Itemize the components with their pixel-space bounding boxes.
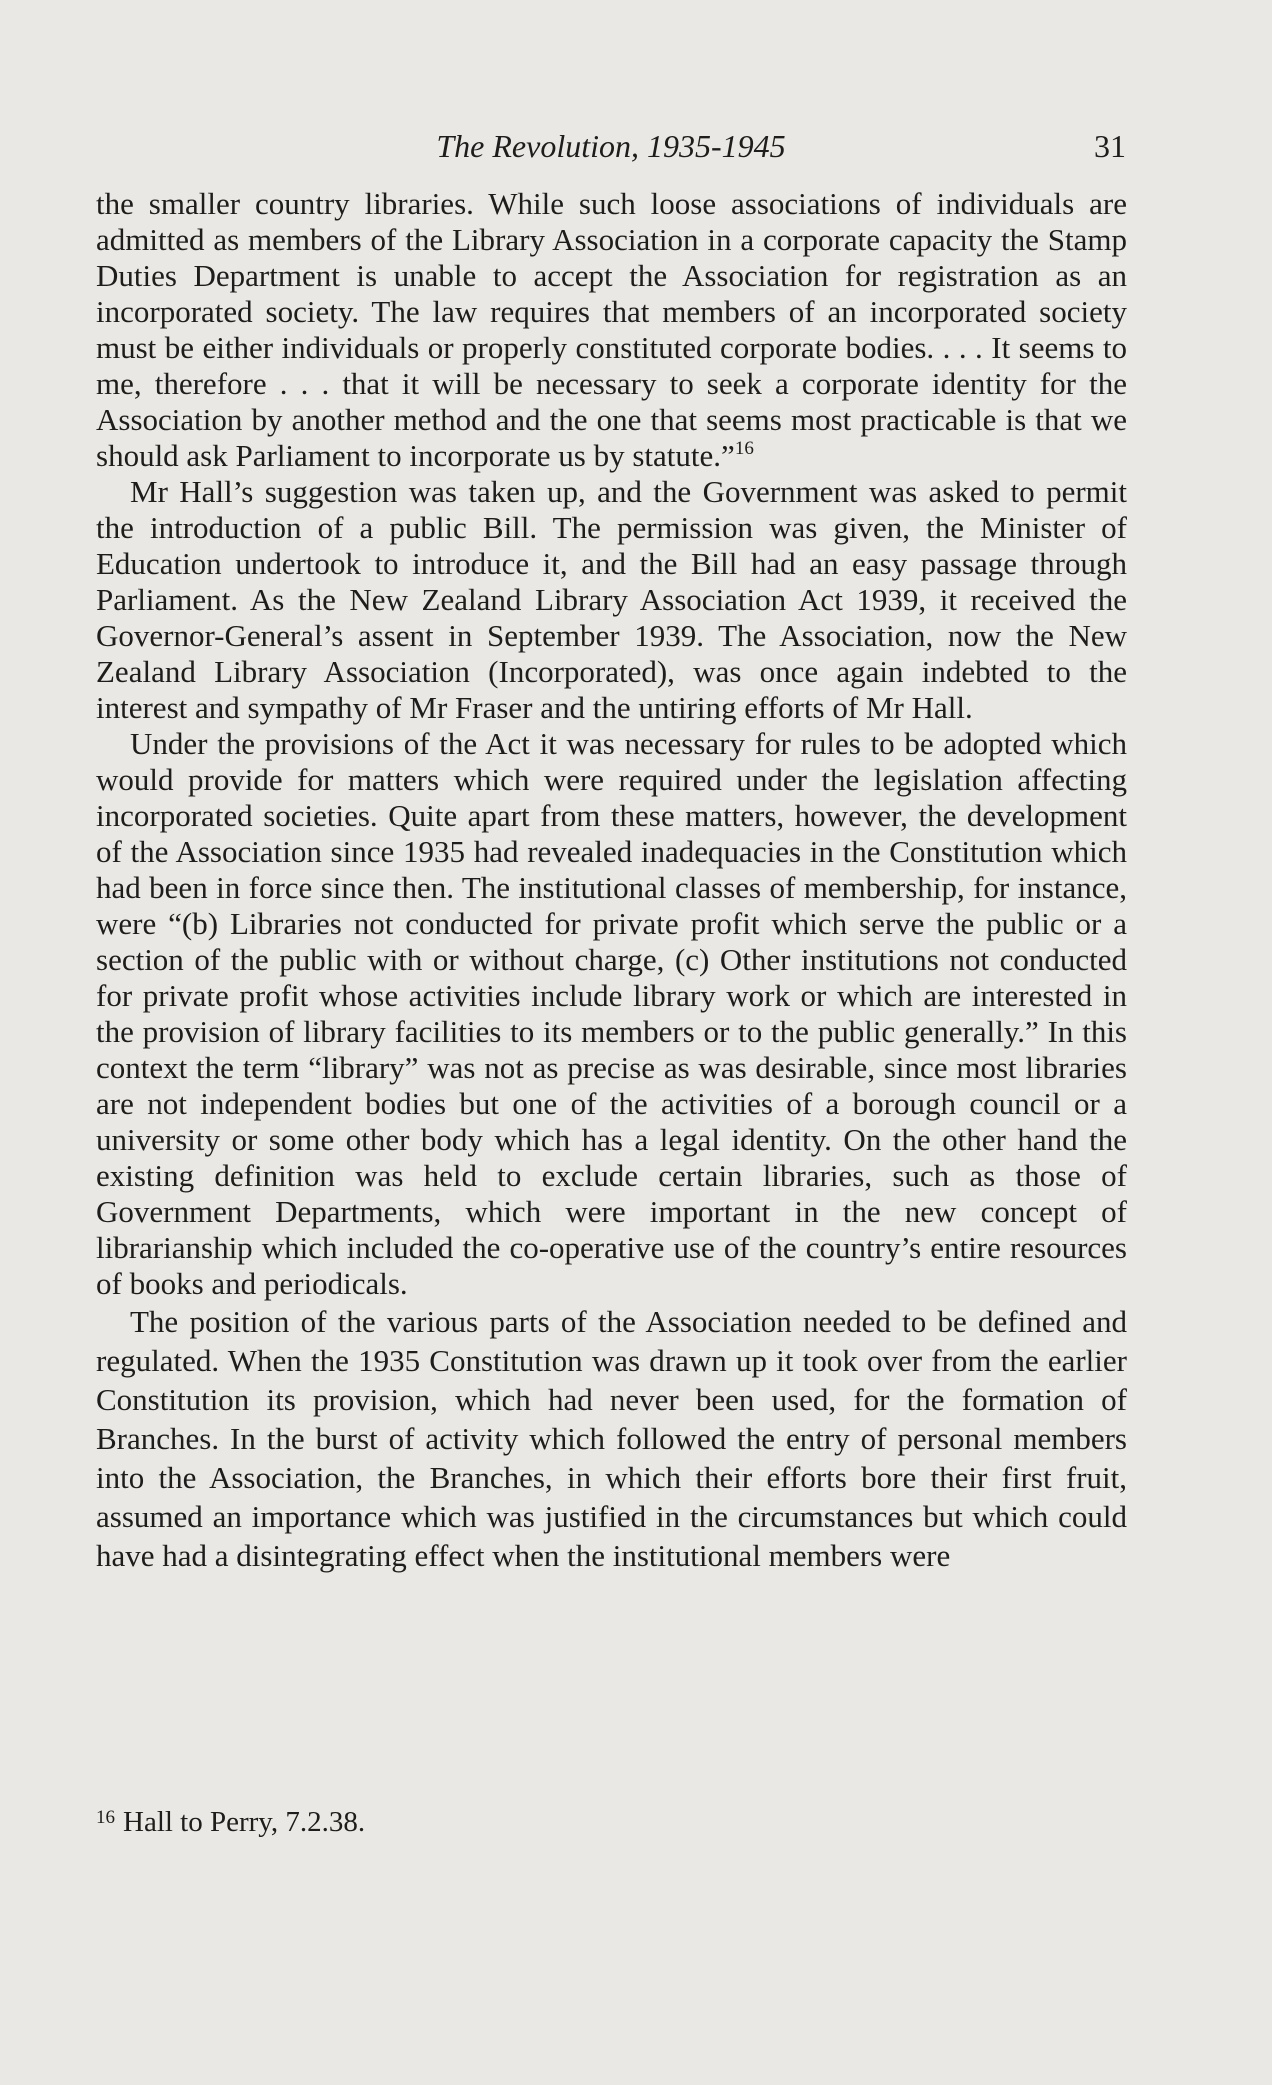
paragraph-text: the smaller country libraries. While such loose associations of individuals are admitted as members of the Library Association in a corporate capacity the Stamp Duties Department is unable to accept the Association for registration as an incorporated society. The law requires that members of an incorporated society must be either individuals or properly constituted corporate bodies. . . . It seems to me, therefore . . . that it will be necessary to seek a corporate identity for the Association by another method and the one that seems most practicable is that we should ask Parliament to incorporate us by statute.” xyxy=(96,186,1127,473)
page-number: 31 xyxy=(1094,128,1126,164)
body-text xyxy=(96,186,1127,1575)
paragraph-continued-quote xyxy=(96,186,1127,474)
footnote-text: Hall to Perry, 7.2.38. xyxy=(123,1806,366,1838)
paragraph-rules-membership: Under the provisions of the Act it was necessary for rules to be adopted which would provide for matters which were required under the legislation affecting incorporated societies. Quite apart from these matters, however, the development of the Association since 1935 had revealed inadequacies in the Constitution which had been in force since then. The institutional classes of membership, for instance, were “(b) Libraries not conducted for private profit which serve the public or a section of the public with or without charge, (c) Other institutions not conducted for private profit whose activities include library work or which are interested in the provision of library facilities to its members or to the public generally.” In this context the term “library” was not as precise as was desirable, since most libraries are not independent bodies but one of the activities of a borough council or a university or some other body which has a legal identity. On the other hand the existing definition was held to exclude certain libraries, such as those of Government Departments, which were important in the new concept of librarianship which included the co-operative use of the country’s entire resources of books and periodicals. xyxy=(96,726,1127,1301)
paragraph-branches: The position of the various parts of the Association needed to be defined and regulated. When the 1935 Constitution was drawn up it took over from the earlier Constitution its provision, which had never been used, for the formation of Branches. In the burst of activity which followed the entry of personal members into the Association, the Branches, in which their efforts bore their first fruit, assumed an importance which was justified in the circumstances but which could have had a disintegrating effect when the institutional members were xyxy=(96,1304,1127,1573)
running-title: The Revolution, 1935-1945 xyxy=(436,128,786,164)
paragraph-act-passage: Mr Hall’s suggestion was taken up, and the Government was asked to permit the introduction of a public Bill. The permission was given, the Minister of Education undertook to introduce it, and the Bill had an easy passage through Parliament. As the New Zealand Library Association Act 1939, it received the Governor-General’s assent in September 1939. The Association, now the New Zealand Library Association (Incorporated), was once again indebted to the interest and sympathy of Mr Fraser and the untiring efforts of Mr Hall. xyxy=(96,474,1127,725)
footnote-mark: 16 xyxy=(96,1807,115,1828)
page-header xyxy=(96,128,1126,168)
footnote-reference: 16 xyxy=(734,438,754,459)
footnote xyxy=(96,1804,1127,1840)
